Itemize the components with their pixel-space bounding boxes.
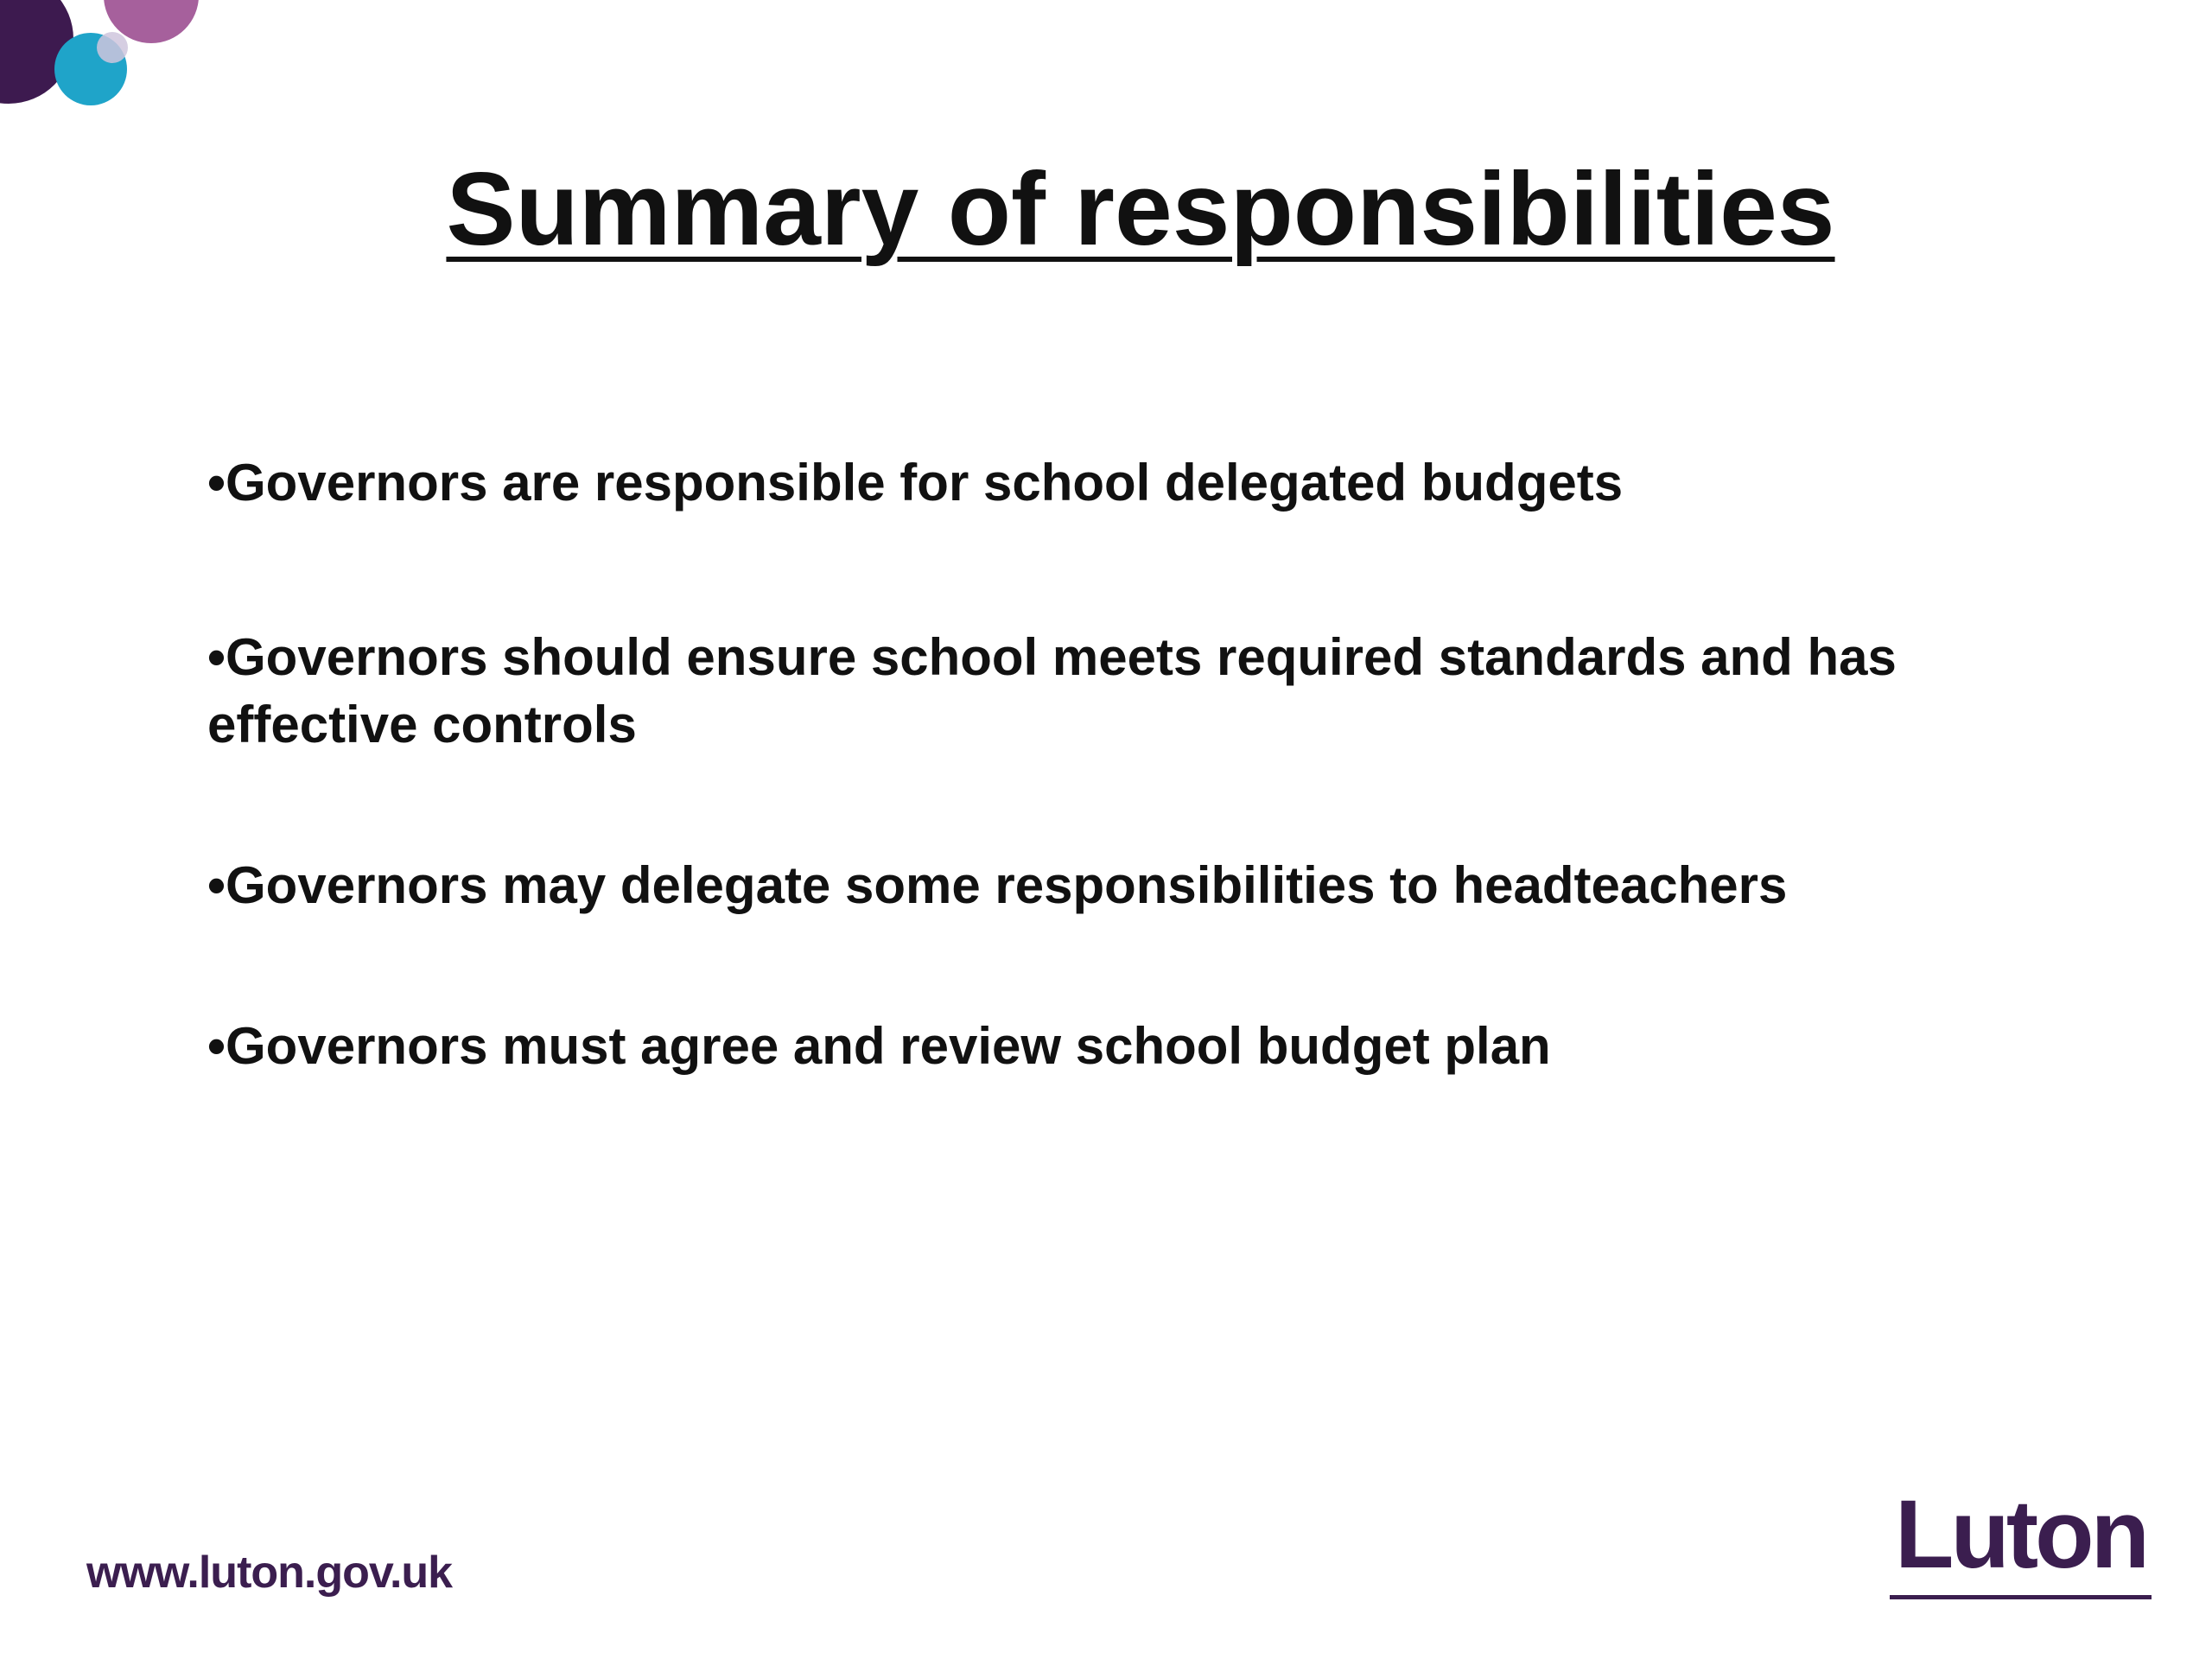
bullet-text: Governors must agree and review school budget plan xyxy=(226,1017,1551,1075)
slide-title: Summary of responsibilities xyxy=(446,151,1835,267)
bullet-list xyxy=(207,449,2022,1080)
bullet-item xyxy=(207,449,2022,517)
bullet-text: Governors are responsible for school delegated budgets xyxy=(226,454,1624,512)
bullet-text: Governors should ensure school meets required standards and has effective controls xyxy=(207,628,1897,753)
bullet-marker: • xyxy=(207,856,226,914)
luton-logo xyxy=(1890,1480,2152,1599)
bullet-item xyxy=(207,1013,2022,1080)
footer-url: www.luton.gov.uk xyxy=(86,1548,453,1598)
luton-logo-text: Luton xyxy=(1890,1486,2152,1599)
bullet-marker: • xyxy=(207,454,226,512)
bullet-item xyxy=(207,624,2022,759)
bullet-text: Governors may delegate some responsibilities to headteachers xyxy=(226,856,1788,914)
bullet-marker: • xyxy=(207,1017,226,1075)
bullet-item xyxy=(207,852,2022,919)
corner-circles-decoration xyxy=(0,0,207,121)
bullet-marker: • xyxy=(207,628,226,686)
